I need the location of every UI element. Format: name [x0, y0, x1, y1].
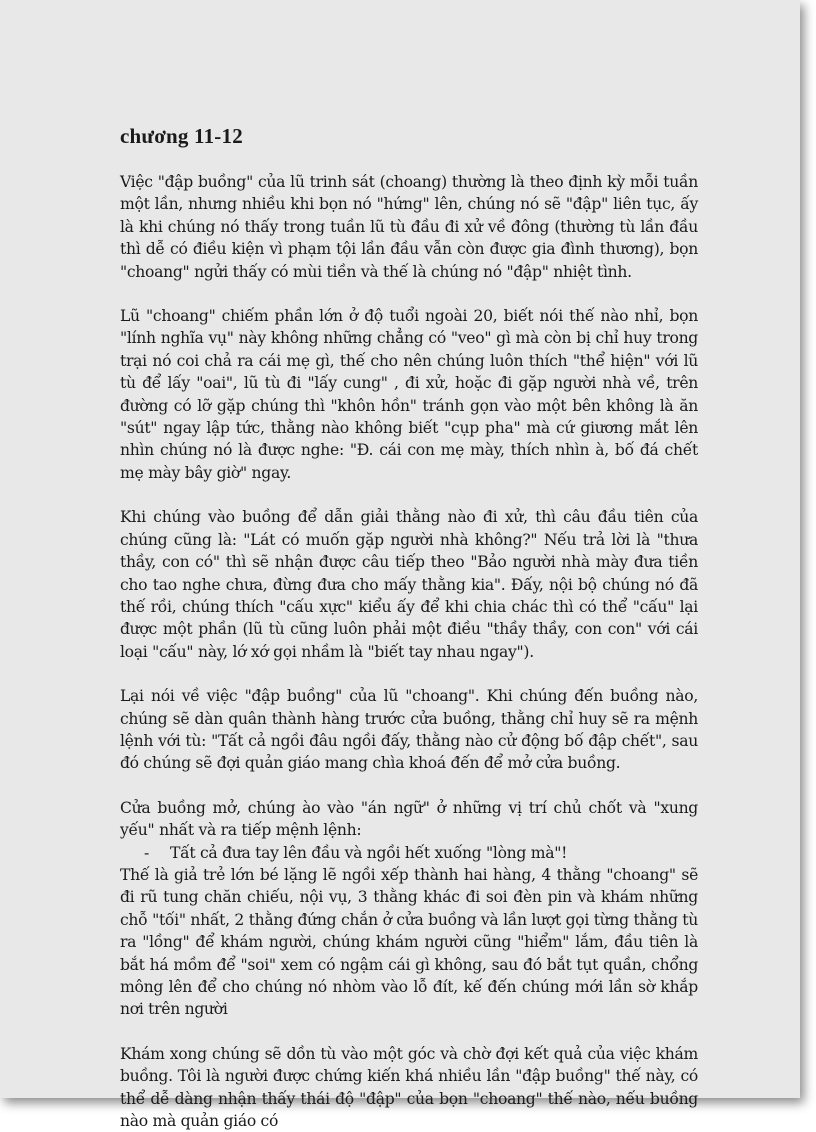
- paragraph-1: Việc "đập buồng" của lũ trinh sát (choang) thường là theo định kỳ mỗi tuần một lần, nhưng nhiều khi bọn nó "hứng" lên, chúng nó sẽ "đập" liên tục, ấy là khi chúng nó thấy trong tuần lũ tù đầu đi xử về đông (thường tù lần đầu thì dễ có điều kiện vì phạm tội lần đầu vẫn còn được gia đình thương), bọn "choang" ngửi thấy có mùi tiền và thế là chúng nó "đập" nhiệt tình.: [120, 173, 698, 281]
- paragraph-4: Lại nói về việc "đập buồng" của lũ "choang". Khi chúng đến buồng nào, chúng sẽ dàn quân thành hàng trước cửa buồng, thằng chỉ huy sẽ ra mệnh lệnh với tù: "Tất cả ngồi đâu ngồi đấy, thằng nào cử động bố đập chết", sau đó chúng sẽ đợi quản giáo mang chìa khoá đến để mở cửa buồng.: [120, 687, 698, 773]
- paragraph-2: Lũ "choang" chiếm phần lớn ở độ tuổi ngoài 20, biết nói thế nào nhỉ, bọn "lính nghĩa vụ" này không những chẳng có "veo" gì mà còn bị chỉ huy trong trại nó coi chả ra cái mẹ gì, thế cho nên chúng luôn thích "thể hiện" với lũ tù để lấy "oai", lũ tù đi "lấy cung" , đi xử, hoặc đi gặp người nhà về, trên đường có lỡ gặp chúng thì "khôn hồn" tránh gọn vào một bên không là ăn "sút" ngay lập tức, thằng nào không biết "cụp pha" mà cứ giương mắt lên nhìn chúng nó là được nghe: "Đ. cái con mẹ mày, thích nhìn à, bố đá chết mẹ mày bây giờ" ngay.: [120, 307, 698, 482]
- chapter-title: chương 11-12: [120, 124, 243, 148]
- paragraph-5: Cửa buồng mở, chúng ào vào "án ngữ" ở những vị trí chủ chốt và "xung yếu" nhất và ra tiếp mệnh lệnh:: [120, 798, 698, 840]
- document-body: [120, 124, 698, 1132]
- bullet-text: Tất cả đưa tay lên đầu và ngồi hết xuống "lòng mà"!: [170, 843, 568, 862]
- bullet-item: [120, 842, 698, 864]
- bullet-dash: -: [144, 843, 149, 862]
- paragraph-7: Khám xong chúng sẽ dồn tù vào một góc và chờ đợi kết quả của việc khám buồng. Tôi là người được chứng kiến khá nhiều lần "đập buồng" thế này, có thể dễ dàng nhận thấy thái độ "đập" của bọn "choang" thế nào, nếu buồng nào mà quản giáo có: [120, 1044, 698, 1131]
- paragraph-3: Khi chúng vào buồng để dẫn giải thằng nào đi xử, thì câu đầu tiên của chúng cũng là: "Lát có muốn gặp người nhà không?" Nếu trả lời là "thưa thầy, con có" thì sẽ nhận được câu tiếp theo "Bảo người nhà mày đưa tiền cho tao nghe chưa, đừng đưa cho mấy thằng kia". Đấy, nội bộ chúng nó đã thế rồi, chúng thích "cấu xực" kiểu ấy để khi chia chác thì có thể "cấu" lại được một phần (lũ tù cũng luôn phải một điều "thầy thầy, con con" với cái loại "cấu" này, lớ xớ gọi nhầm là "biết tay nhau ngay").: [120, 508, 698, 661]
- paragraph-6: Thế là giả trẻ lớn bé lặng lẽ ngồi xếp thành hai hàng, 4 thằng "choang" sẽ đi rũ tung chăn chiếu, nội vụ, 3 thằng khác đi soi đèn pin và khám những chỗ "tối" nhất, 2 thằng đứng chắn ở cửa buồng và lần lượt gọi từng thằng tù ra "lồng" để khám người, chúng khám người cũng "hiểm" lắm, đầu tiên là bắt há mồm để "soi" xem có ngậm cái gì không, sau đó bắt tụt quần, chổng mông lên để cho chúng nó nhòm vào lỗ đít, kế đến chúng mới lần sờ khắp nơi trên người: [120, 865, 698, 1019]
